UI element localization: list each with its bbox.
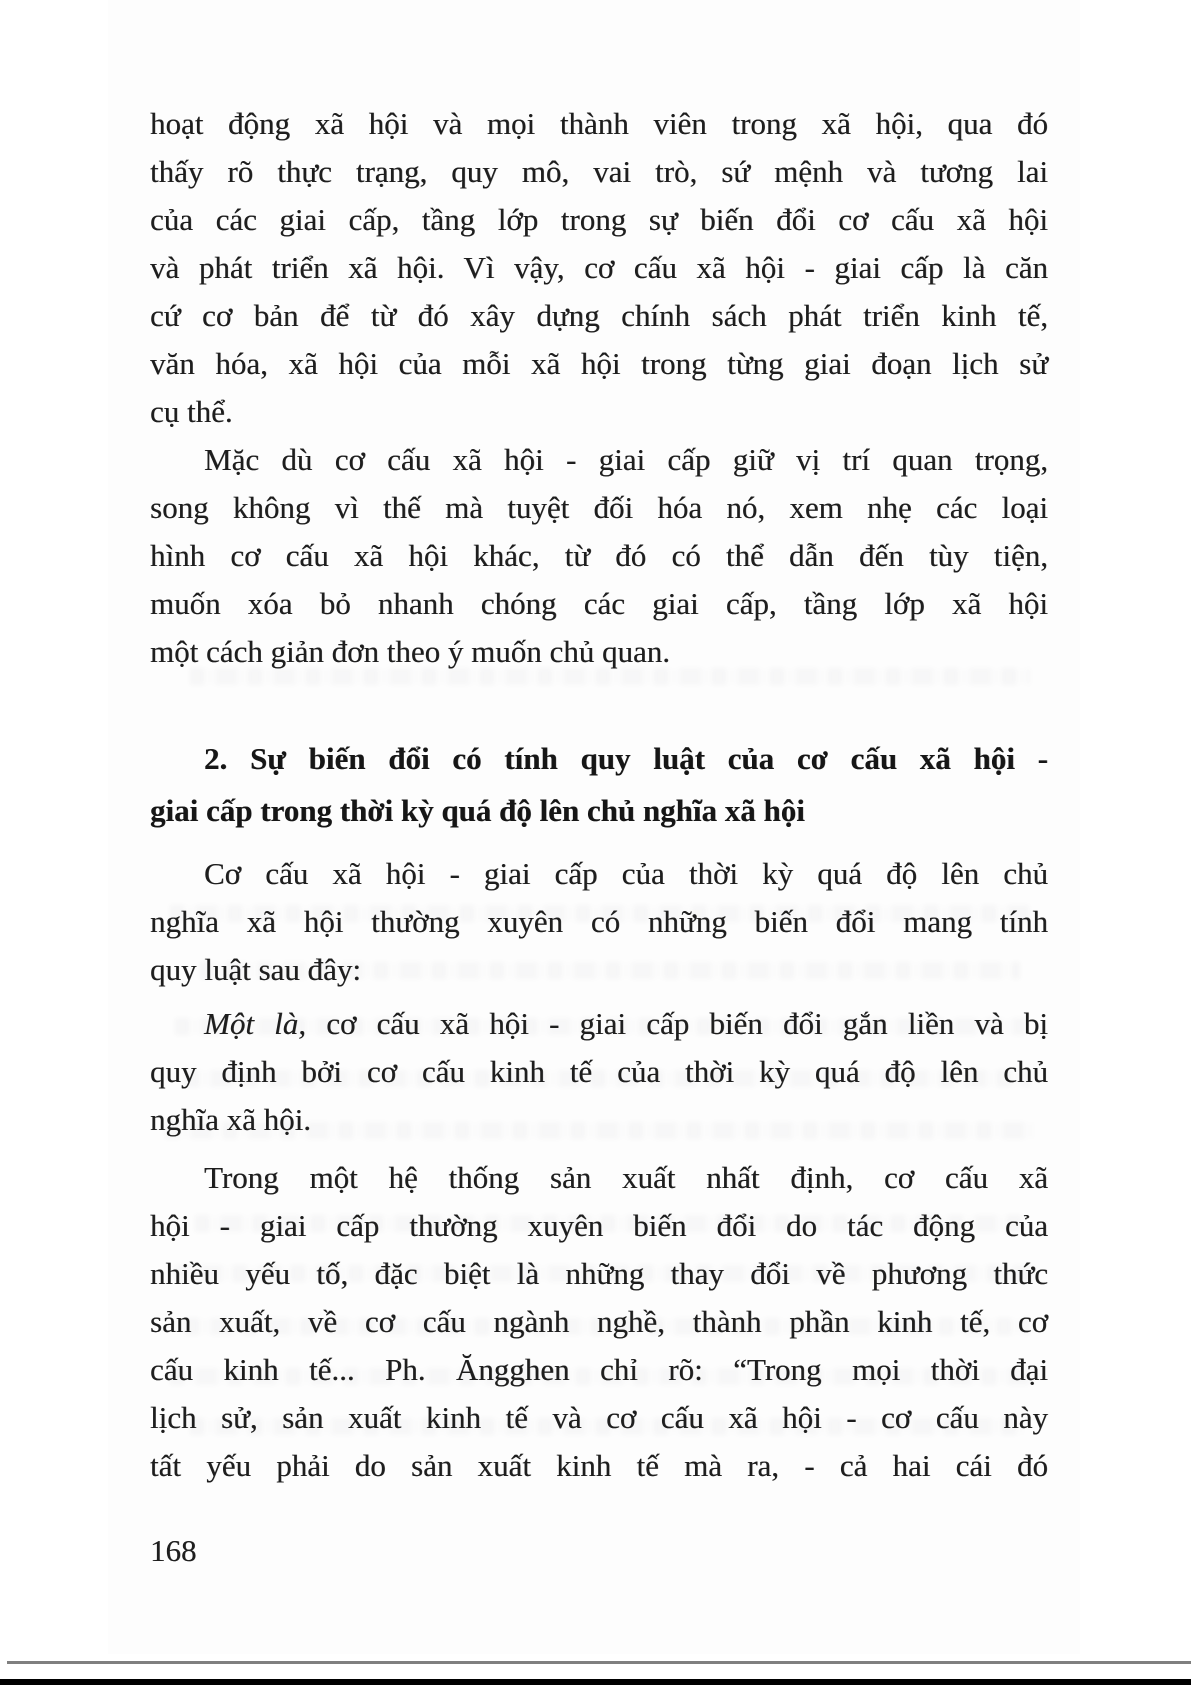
paragraph	[150, 100, 1048, 436]
section-heading	[150, 733, 1048, 837]
text-line: giai cấp trong thời kỳ quá độ lên chủ nghĩa xã hội	[150, 793, 805, 828]
text-line: Cơ cấu xã hội - giai cấp của thời kỳ quá độ lên chủ	[204, 856, 1048, 891]
text-line: quy luật sau đây:	[150, 952, 361, 987]
text-line: quy định bởi cơ cấu kinh tế của thời kỳ quá độ lên chủ	[150, 1054, 1048, 1089]
text-line: song không vì thế mà tuyệt đối hóa nó, xem nhẹ các loại	[150, 490, 1048, 525]
paragraph	[150, 850, 1048, 994]
paragraph	[150, 1154, 1048, 1490]
text-line: và phát triển xã hội. Vì vậy, cơ cấu xã hội - giai cấp là căn	[150, 250, 1048, 285]
text-line: cứ cơ bản để từ đó xây dựng chính sách phát triển kinh tế,	[150, 298, 1048, 333]
scan-edge-divider	[7, 1661, 1191, 1664]
text-line: lịch sử, sản xuất kinh tế và cơ cấu xã hội - cơ cấu này	[150, 1400, 1048, 1435]
text-line: hội - giai cấp thường xuyên biến đổi do tác động của	[150, 1208, 1048, 1243]
paragraph	[150, 1000, 1048, 1144]
text-line: cấu kinh tế... Ph. Ăngghen chỉ rõ: “Trong mọi thời đại	[150, 1352, 1048, 1387]
page-number: 168	[150, 1533, 197, 1568]
text-line: Trong một hệ thống sản xuất nhất định, cơ cấu xã	[204, 1160, 1048, 1195]
text-line: hình cơ cấu xã hội khác, từ đó có thể dẫn đến tùy tiện,	[150, 538, 1048, 573]
text-line: muốn xóa bỏ nhanh chóng các giai cấp, tầng lớp xã hội	[150, 586, 1048, 621]
text-line: tất yếu phải do sản xuất kinh tế mà ra, - cả hai cái đó	[150, 1448, 1048, 1483]
text-line: Một là, cơ cấu xã hội - giai cấp biến đổi gắn liền và bị	[204, 1006, 1048, 1041]
text-column	[150, 100, 1048, 1490]
text-line: Mặc dù cơ cấu xã hội - giai cấp giữ vị trí quan trọng,	[204, 442, 1048, 477]
text-line: nhiều yếu tố, đặc biệt là những thay đổi về phương thức	[150, 1256, 1048, 1291]
text-line: thấy rõ thực trạng, quy mô, vai trò, sứ mệnh và tương lai	[150, 154, 1048, 189]
text-line: 2. Sự biến đổi có tính quy luật của cơ cấu xã hội -	[204, 741, 1048, 776]
text-line: một cách giản đơn theo ý muốn chủ quan.	[150, 634, 671, 669]
scan-edge-bar	[0, 1679, 1191, 1685]
text-line: văn hóa, xã hội của mỗi xã hội trong từng giai đoạn lịch sử	[150, 346, 1048, 381]
paragraph	[150, 436, 1048, 676]
text-line: sản xuất, về cơ cấu ngành nghề, thành phần kinh tế, cơ	[150, 1304, 1048, 1339]
text-line: nghĩa xã hội thường xuyên có những biến đổi mang tính	[150, 904, 1048, 939]
italic-lead: Một là,	[204, 1006, 306, 1041]
text-line: hoạt động xã hội và mọi thành viên trong xã hội, qua đó	[150, 106, 1048, 141]
text-line: của các giai cấp, tầng lớp trong sự biến đổi cơ cấu xã hội	[150, 202, 1048, 237]
text-line: nghĩa xã hội.	[150, 1102, 311, 1137]
text-line: cụ thể.	[150, 394, 233, 429]
